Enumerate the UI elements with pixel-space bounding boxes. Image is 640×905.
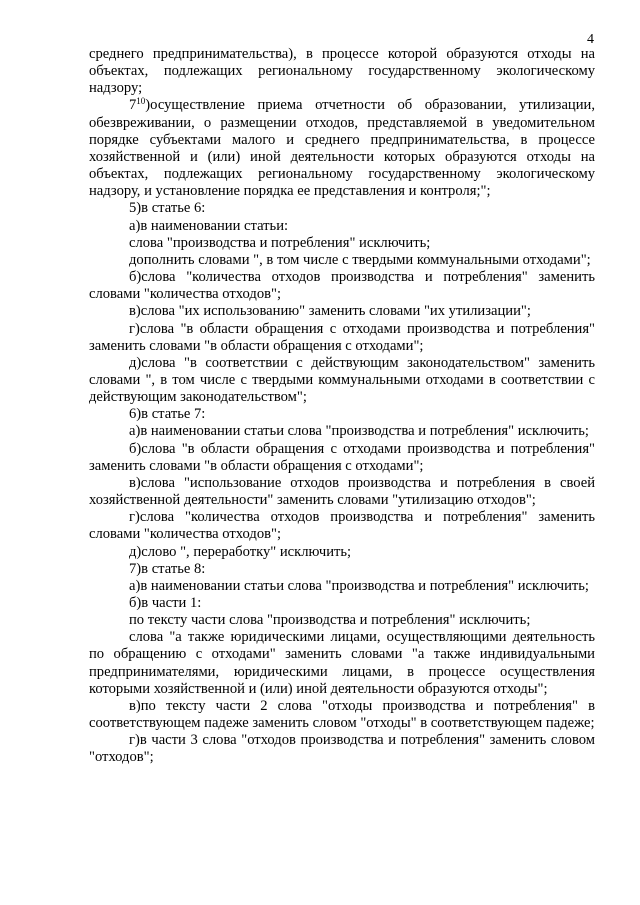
page-number: 4 [587,32,594,47]
paragraph: б)слова "количества отходов производства и потребления" заменить словами "количества отходов"; [89,269,595,303]
paragraph: д)слова "в соответствии с действующим законодательством" заменить словами ", в том числе с твердыми коммунальными отходами в соответствии с действующим законодательством"; [89,354,595,406]
paragraph: в)слова "использование отходов производства и потребления в своей хозяйственной деятельности" заменить словами "утилизацию отходов"; [89,474,595,509]
item-number: 7 [129,97,137,114]
paragraph: в)слова "их использованию" заменить словами "их утилизации"; [129,303,531,320]
paragraph: а)в наименовании статьи: [129,217,289,234]
paragraph: а)в наименовании статьи слова "производства и потребления" исключить; [129,423,589,440]
document-body [89,46,595,767]
paragraph: в)по тексту части 2 слова "отходы производства и потребления" в соответствующем падеже заменить словом "отходы" в соответствующем падеже; [89,697,595,732]
paragraph: г)слова "в области обращения с отходами производства и потребления" заменить словами "в области обращения с отходами"; [89,320,595,354]
paragraph: по тексту части слова "производства и потребления" исключить; [129,612,531,629]
paragraph: г)слова "количества отходов производства и потребления" заменить словами "количества отходов"; [89,509,595,543]
paragraph: дополнить словами ", в том числе с твердыми коммунальными отходами"; [129,251,591,268]
paragraph: слова "а также юридическими лицами, осуществляющими деятельность по обращению с отходами" заменить словами "а также индивидуальными предпринимателями, юридическими лицами, в процессе осуществления которыми хозяйственной и (или) иной деятельности образуются отходы"; [89,629,595,697]
paragraph: б)в части 1: [129,595,202,611]
paragraph: б)слова "в области обращения с отходами производства и потребления" заменить словами "в области обращения с отходами"; [89,440,595,474]
paragraph: 7)в статье 8: [129,560,206,577]
paragraph [89,97,595,200]
paragraph: д)слово ", переработку" исключить; [129,543,352,560]
paragraph: а)в наименовании статьи слова "производства и потребления" исключить; [129,577,589,594]
paragraph: г)в части 3 слова "отходов производства и потребления" заменить словом "отходов"; [89,732,595,766]
item-superscript: 10 [136,96,146,107]
paragraph: 5)в статье 6: [129,200,206,217]
paragraph: 6)в статье 7: [129,406,206,423]
paragraph: слова "производства и потребления" исключить; [129,234,431,251]
paragraph: среднего предпринимательства), в процессе которой образуются отходы на объектах, подлежащих региональному государственному экологическому надзору; [89,46,595,97]
paragraph-text: )осуществление приема отчетности об образовании, утилизации, обезвреживании, о размещении отходов, представляемой в уведомительном порядке субъектами малого и среднего предпринимательства, в процессе хозяйственной и (или) иной деятельности которых образуются отходы на объектах, подлежащих региональному государственному экологическому надзору, и установление порядка ее представления и контроля;"; [89,97,595,200]
